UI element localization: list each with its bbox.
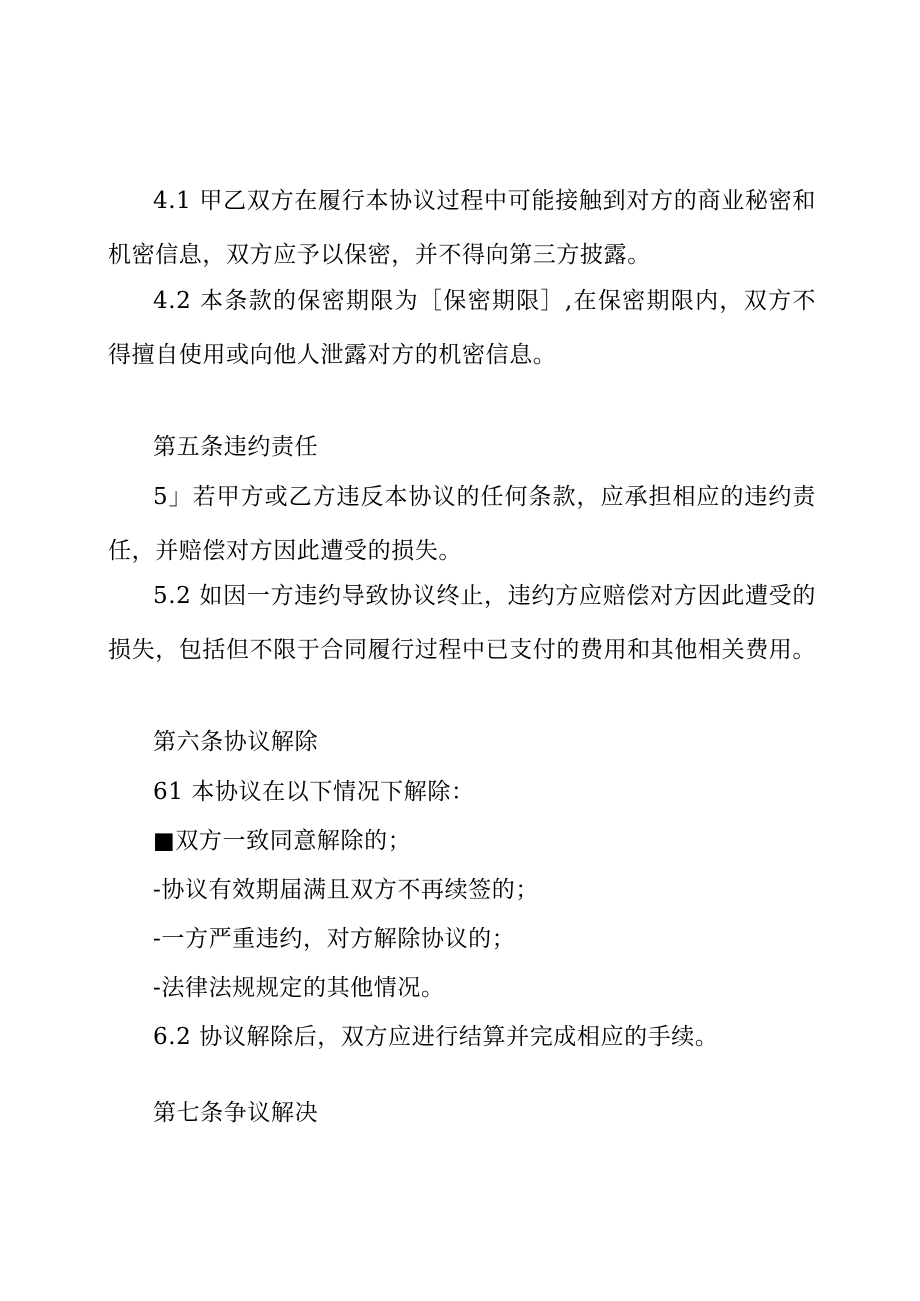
list-item-breach: -一方严重违约，对方解除协议的； bbox=[153, 926, 516, 952]
clause-6-1: 61 本协议在以下情况下解除： bbox=[153, 779, 475, 805]
heading-article-5: 第五条违约责任 bbox=[153, 434, 319, 460]
heading-article-6: 第六条协议解除 bbox=[153, 729, 319, 755]
clause-6-2: 6.2 协议解除后，双方应进行结算并完成相应的手续。 bbox=[153, 1024, 719, 1050]
clause-5-1: 5」若甲方或乙方违反本协议的任何条款，应承担相应的违约责任，并赔偿对方因此遭受的损失。 bbox=[108, 484, 816, 564]
clause-4-2: 4.2 本条款的保密期限为［保密期限］,在保密期限内，双方不得擅自使用或向他人泄露对方的机密信息。 bbox=[108, 288, 816, 368]
clause-4-1: 4.1 甲乙双方在履行本协议过程中可能接触到对方的商业秘密和机密信息，双方应予以保密，并不得向第三方披露。 bbox=[108, 188, 816, 268]
list-item-legal: -法律法规规定的其他情况。 bbox=[153, 975, 445, 1001]
list-item-mutual-agreement: ■双方一致同意解除的； bbox=[153, 828, 412, 854]
list-item-expiry: -协议有效期届满且双方不再续签的； bbox=[153, 877, 539, 903]
heading-article-7: 第七条争议解决 bbox=[153, 1100, 319, 1126]
clause-5-2: 5.2 如因一方违约导致协议终止，违约方应赔偿对方因此遭受的损失，包括但不限于合同履行过程中已支付的费用和其他相关费用。 bbox=[108, 583, 816, 663]
